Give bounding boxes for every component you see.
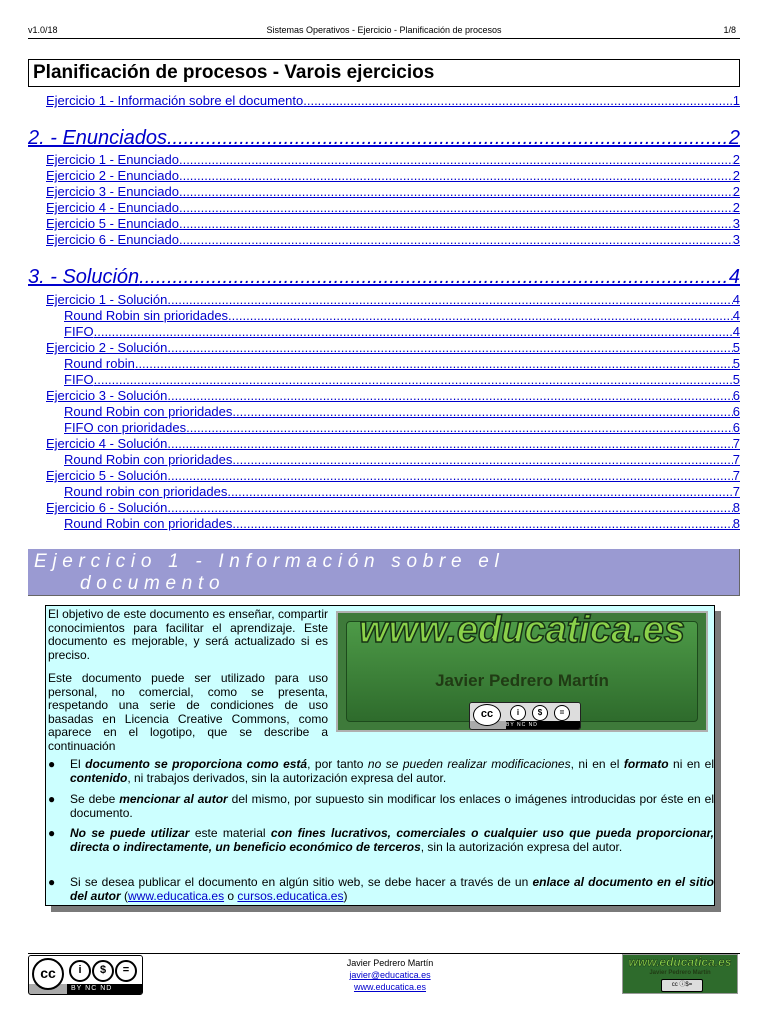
link-educatica[interactable]: www.educatica.es — [128, 888, 225, 903]
creative-commons-badge — [469, 702, 581, 730]
cc-icon: cc — [32, 958, 64, 990]
toc-entry-page: 7 — [732, 468, 740, 483]
toc-leader-dots — [179, 168, 733, 184]
toc-entry-link[interactable] — [46, 168, 740, 184]
toc-entry-page: 2 — [732, 152, 740, 167]
educatica-logo — [336, 611, 708, 732]
toc-entry-label: Ejercicio 4 - Solución — [46, 436, 168, 451]
toc-entry-label: Ejercicio 1 - Solución — [46, 292, 168, 307]
toc-entry-link[interactable] — [46, 340, 740, 356]
toc-entry-label: Ejercicio 6 - Solución — [46, 500, 168, 515]
document-title: Planificación de procesos - Varois ejercicios — [33, 62, 435, 83]
nc-icon: $ — [532, 705, 548, 721]
toc-entry-label: Round robin — [64, 356, 135, 371]
section-heading-line1: Ejercicio 1 - Información sobre el — [34, 551, 505, 572]
toc-entry-link[interactable] — [46, 152, 740, 168]
toc-entry-label: FIFO — [64, 372, 94, 387]
toc-leader-dots — [227, 484, 732, 500]
toc-leader-dots — [232, 404, 732, 420]
toc-entry-page: 5 — [732, 356, 740, 371]
toc-entry-page: 4 — [732, 292, 740, 307]
toc-entry-label: Ejercicio 1 - Información sobre el documento — [46, 93, 304, 108]
cc-badge-label: BY NC ND — [67, 984, 142, 994]
bullet-icon: ● — [48, 757, 56, 771]
header-title: Sistemas Operativos - Ejercicio - Planificación de procesos — [266, 25, 502, 35]
toc-entry-label: Round Robin con prioridades — [64, 516, 233, 531]
footer-cc-badge — [28, 955, 143, 995]
toc-entry-page: 7 — [732, 484, 740, 499]
toc-section-link[interactable] — [28, 265, 740, 289]
toc-entry-page: 2 — [728, 127, 740, 149]
toc-entry-page: 5 — [732, 372, 740, 387]
by-icon: i — [69, 960, 91, 982]
toc-entry-label: Ejercicio 5 - Solución — [46, 468, 168, 483]
toc-entry-page: 2 — [732, 168, 740, 183]
toc-entry-label: FIFO — [64, 324, 94, 339]
toc-leader-dots — [232, 452, 732, 468]
toc-entry-page: 7 — [732, 452, 740, 467]
toc-entry-page: 8 — [732, 516, 740, 531]
toc-entry-link[interactable] — [46, 500, 740, 516]
toc-section-link[interactable] — [28, 126, 740, 150]
toc-entry-link[interactable] — [46, 436, 740, 452]
link-cursos-educatica[interactable]: cursos.educatica.es — [237, 888, 344, 903]
toc-entry-label: Ejercicio 4 - Enunciado — [46, 200, 179, 215]
license-info-box: El objetivo de este documento es enseñar, compartir conocimientos para facilitar el aprendizaje. Este documento es mejorable, y será actualizado si es preciso. Este documento puede ser utilizado para uso personal, no comercial, como se presenta, respetando una serie de condiciones de uso basadas en Licencia Creative Commons, como aparece en el logotipo, que se describe a continuación www.educatica.es Javier Pedrero Martín cc i $ = BY NC ND ● El documento se proporciona como está, por tanto no se pueden realizar modificaciones, ni en el formato ni en el contenido, ni trabajos derivados, sin la autorización expresa del autor. ● Se debe mencionar al autor del mismo, por supuesto sin modificar los enlaces o imágenes introducidas por éste en el documento. ● No se puede utilizar este material con fines lucrativos, comerciales o cualquier uso que pueda proporcionar, directa o indirectamente, un beneficio económico de terceros, sin la autorización expresa del autor. ● Si se desea publicar el documento en algún sitio web, se debe hacer a través de un enlace al documento en el sitio del autor (www.educatica.es o cursos.educatica.es) — [45, 605, 715, 906]
toc-leader-dots — [186, 420, 733, 436]
toc-entry-label: Ejercicio 3 - Enunciado — [46, 184, 179, 199]
nd-icon: = — [554, 705, 570, 721]
toc-entry-link[interactable] — [46, 184, 740, 200]
toc-entry-label: FIFO con prioridades — [64, 420, 187, 435]
toc-entry-link[interactable] — [46, 292, 740, 308]
logo-author-text: Javier Pedrero Martín — [435, 671, 609, 690]
toc-leader-dots — [303, 93, 733, 109]
page-header — [28, 25, 740, 39]
header-rule — [28, 38, 740, 39]
toc-leader-dots — [94, 372, 733, 388]
footer-author: Javier Pedrero Martín — [346, 958, 434, 968]
toc-entry-page: 1 — [732, 93, 740, 108]
footer-logo-cc-icon: cc ⓘ$= — [661, 979, 703, 992]
toc-entry-link[interactable] — [64, 420, 740, 436]
toc-entry-page: 3 — [732, 232, 740, 247]
toc-entry-label: Round robin con prioridades — [64, 484, 228, 499]
toc-entry-label: Round Robin con prioridades — [64, 404, 233, 419]
section-heading-bar — [28, 549, 740, 596]
toc-entry-label: Ejercicio 6 - Enunciado — [46, 232, 179, 247]
toc-entry-link[interactable] — [46, 388, 740, 404]
toc-entry-link[interactable] — [64, 308, 740, 324]
nc-icon: $ — [92, 960, 114, 982]
section-heading-line2: documento — [80, 573, 226, 594]
toc-entry-label: Ejercicio 3 - Solución — [46, 388, 168, 403]
toc-leader-dots — [167, 340, 732, 356]
footer-logo-site: www.educatica.es — [628, 955, 732, 969]
toc-leader-dots — [179, 216, 733, 232]
toc-leader-dots — [167, 126, 729, 150]
toc-leader-dots — [167, 436, 732, 452]
footer-site-link[interactable]: www.educatica.es — [353, 982, 427, 992]
toc-entry-link[interactable] — [64, 484, 740, 500]
intro-paragraph: El objetivo de este documento es enseñar, compartir conocimientos para facilitar el aprendizaje. Este documento es mejorable, y será actualizado si es preciso. — [48, 607, 328, 662]
toc-leader-dots — [94, 324, 733, 340]
toc-entry-page: 2 — [732, 200, 740, 215]
toc-entry-page: 6 — [732, 420, 740, 435]
logo-panel — [346, 611, 698, 728]
toc-entry-label: Round Robin sin prioridades — [64, 308, 229, 323]
toc-entry-label: Ejercicio 1 - Enunciado — [46, 152, 179, 167]
usage-paragraph: Este documento puede ser utilizado para uso personal, no comercial, como se presenta, respetando una serie de condiciones de uso basadas en Licencia Creative Commons, como aparece en el logotipo, que se describe a continuación — [48, 671, 328, 753]
toc-entry-label: Round Robin con prioridades — [64, 452, 233, 467]
toc-entry-page: 6 — [732, 404, 740, 419]
toc-entry-page: 3 — [732, 216, 740, 231]
toc-entry-label: Ejercicio 5 - Enunciado — [46, 216, 179, 231]
toc-entry-label: Ejercicio 2 - Solución — [46, 340, 168, 355]
toc-entry-page: 6 — [732, 388, 740, 403]
toc-entry-page: 8 — [732, 500, 740, 515]
bullet-icon: ● — [48, 792, 56, 806]
toc-leader-dots — [179, 152, 733, 168]
toc-entry-link[interactable] — [46, 200, 740, 216]
nd-icon: = — [115, 960, 137, 982]
toc-entry-link[interactable] — [64, 404, 740, 420]
toc-leader-dots — [179, 184, 733, 200]
toc-leader-dots — [179, 232, 733, 248]
toc-entry-link[interactable] — [64, 324, 740, 340]
toc-entry-link[interactable] — [64, 516, 740, 532]
toc-leader-dots — [167, 468, 732, 484]
bullet-icon: ● — [48, 826, 56, 840]
toc-entry-link[interactable] — [46, 232, 740, 248]
toc-entry-link[interactable] — [64, 372, 740, 388]
toc-leader-dots — [167, 500, 732, 516]
toc-entry-link[interactable] — [46, 468, 740, 484]
cc-badge-label: BY NC ND — [506, 721, 580, 729]
toc-leader-dots — [135, 356, 733, 372]
toc-entry-page: 7 — [732, 436, 740, 451]
footer-contact — [300, 957, 480, 993]
toc-entry-page: 2 — [732, 184, 740, 199]
toc-entry-link[interactable] — [46, 93, 740, 109]
toc-entry-link[interactable] — [64, 356, 740, 372]
toc-entry-page: 5 — [732, 340, 740, 355]
toc-leader-dots — [167, 388, 732, 404]
toc-leader-dots — [232, 516, 732, 532]
toc-entry-label: 3. - Solución — [28, 266, 140, 288]
cc-icon: cc — [473, 704, 501, 726]
toc-entry-label: Ejercicio 2 - Enunciado — [46, 168, 179, 183]
toc-leader-dots — [179, 200, 733, 216]
toc-entry-link[interactable] — [64, 452, 740, 468]
toc-leader-dots — [228, 308, 733, 324]
header-version: v1.0/18 — [28, 25, 58, 35]
toc-entry-page: 4 — [732, 324, 740, 339]
toc-entry-page: 4 — [732, 308, 740, 323]
footer-educatica-logo — [622, 954, 738, 994]
footer-email-link[interactable]: javier@educatica.es — [349, 970, 431, 980]
bullet-icon: ● — [48, 875, 56, 889]
document-title-box — [28, 59, 740, 87]
by-icon: i — [510, 705, 526, 721]
header-page-number: 1/8 — [723, 25, 736, 35]
toc-leader-dots — [139, 265, 729, 289]
toc-leader-dots — [167, 292, 732, 308]
toc-entry-link[interactable] — [46, 216, 740, 232]
toc-entry-label: 2. - Enunciados — [28, 127, 167, 149]
toc-entry-page: 4 — [728, 266, 740, 288]
footer-logo-author: Javier Pedrero Martín — [649, 970, 711, 976]
logo-site-text: www.educatica.es — [359, 611, 685, 651]
